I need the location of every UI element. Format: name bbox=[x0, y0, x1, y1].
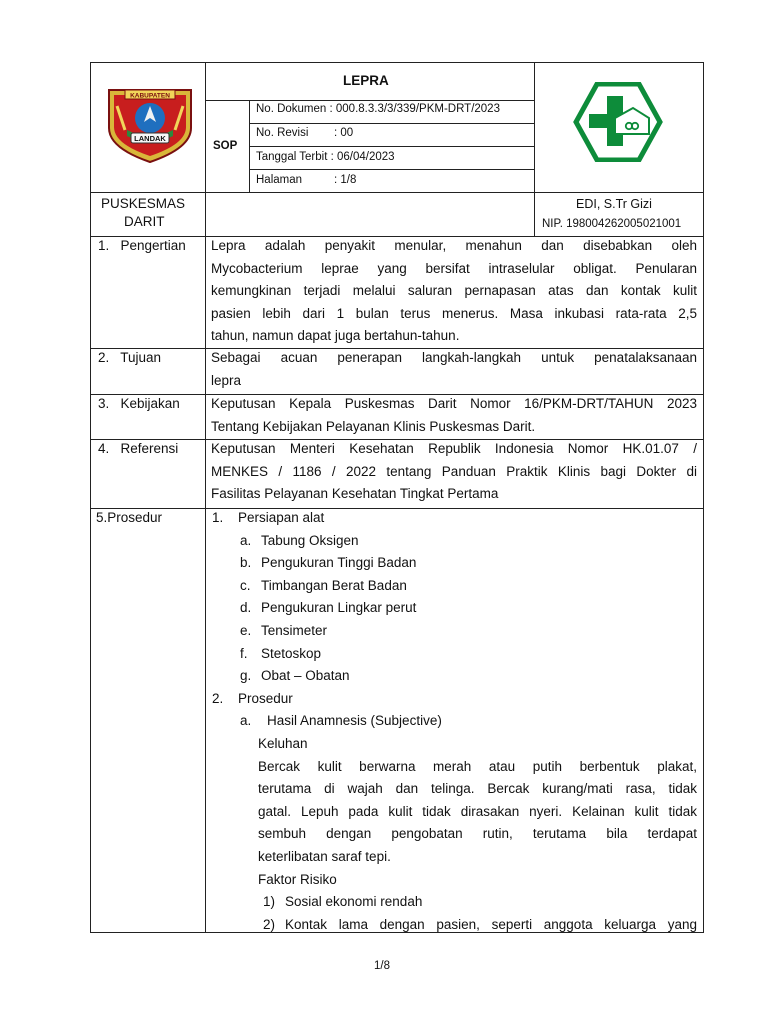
section-line-4 bbox=[90, 508, 704, 509]
step-number: 2. bbox=[212, 690, 224, 706]
tool-item: Tabung Oksigen bbox=[261, 532, 359, 548]
tujuan-line: lepra bbox=[211, 372, 242, 388]
tool-item: Stetoskop bbox=[261, 645, 322, 661]
section-label-prosedur: 5.Prosedur bbox=[96, 510, 163, 525]
faktor-number: 2) bbox=[263, 916, 276, 932]
tool-letter: f. bbox=[240, 645, 248, 661]
tool-letter: g. bbox=[240, 668, 252, 684]
org-name-line1: PUSKESMAS bbox=[101, 196, 186, 211]
sop-label: SOP bbox=[213, 140, 238, 152]
page-number: 1/8 bbox=[374, 960, 390, 972]
puskesmas-logo bbox=[573, 82, 663, 162]
document-number: No. Dokumen : 000.8.3.3/3/339/PKM-DRT/2023 bbox=[256, 103, 500, 115]
tool-letter: b. bbox=[240, 555, 252, 571]
faktor-number: 1) bbox=[263, 894, 276, 910]
regency-landak-emblem bbox=[103, 84, 197, 164]
table-border-right bbox=[703, 62, 704, 933]
tool-item: Tensimeter bbox=[261, 623, 328, 638]
keluhan-heading: Keluhan bbox=[258, 736, 308, 751]
keluhan-line: Bercak kulit berwarna merah atau putih berbentuk plakat, bbox=[258, 758, 697, 774]
keluhan-line: keterlibatan saraf tepi. bbox=[258, 849, 391, 864]
table-border-left bbox=[90, 62, 91, 933]
tujuan-line: Sebagai acuan penerapan langkah-langkah untuk penatalaksanaan bbox=[211, 350, 697, 365]
pengertian-line: Lepra adalah penyakit menular, menahun dan disebabkan oleh bbox=[211, 238, 697, 253]
tool-item: Pengukuran Tinggi Badan bbox=[261, 555, 417, 571]
header-row-line-3 bbox=[249, 146, 534, 147]
substep-letter: a. bbox=[240, 713, 252, 729]
section-label-kebijakan: 3. Kebijakan bbox=[98, 396, 180, 411]
section-label-referensi: 4. Referensi bbox=[98, 441, 179, 456]
kebijakan-line: Tentang Kebijakan Pelayanan Klinis Puskesmas Darit. bbox=[211, 418, 536, 434]
document-title: LEPRA bbox=[343, 73, 389, 88]
tool-letter: c. bbox=[240, 577, 251, 593]
issue-date: Tanggal Terbit : 06/04/2023 bbox=[256, 151, 395, 163]
pengertian-line: tahun, namun dapat juga bertahun-tahun. bbox=[211, 328, 460, 344]
signer-name: EDI, S.Tr Gizi bbox=[576, 197, 652, 211]
pengertian-line: kemungkinan terjadi melalui saluran pernapasan atas dan kontak kulit bbox=[211, 283, 697, 299]
tool-letter: a. bbox=[240, 532, 252, 548]
step-prosedur: Prosedur bbox=[238, 690, 293, 706]
keluhan-line: sembuh dengan pengobatan rutin, terutama bila terdapat bbox=[258, 826, 697, 842]
page-count: Halaman : 1/8 bbox=[256, 174, 357, 186]
section-label-pengertian: 1. Pengertian bbox=[98, 238, 186, 253]
kebijakan-line: Keputusan Kepala Puskesmas Darit Nomor 16/PKM-DRT/TAHUN 2023 bbox=[211, 396, 697, 411]
org-name-line2: DARIT bbox=[124, 214, 165, 229]
signer-nip: NIP. 198004262005021001 bbox=[542, 218, 682, 230]
faktor-risiko-heading: Faktor Risiko bbox=[258, 871, 337, 887]
faktor-item: Kontak lama dengan pasien, seperti anggota keluarga yang bbox=[285, 916, 697, 932]
tool-item: Obat – Obatan bbox=[261, 668, 350, 684]
col-divider-right bbox=[534, 62, 535, 237]
tool-item: Timbangan Berat Badan bbox=[261, 577, 407, 593]
col-divider-sop bbox=[249, 100, 250, 192]
step-number: 1. bbox=[212, 510, 224, 525]
keluhan-line: terutama di wajah dan telinga. Bercak kurang/mati rasa, tidak bbox=[258, 781, 697, 797]
section-label-tujuan: 2. Tujuan bbox=[98, 350, 162, 365]
col-divider-left bbox=[205, 62, 206, 933]
step-persiapan-alat: Persiapan alat bbox=[238, 510, 325, 525]
keluhan-line: gatal. Lepuh pada kulit tidak dirasakan nyeri. Kelainan kulit tidak bbox=[258, 803, 697, 819]
revision-number: No. Revisi : 00 bbox=[256, 127, 354, 139]
faktor-item: Sosial ekonomi rendah bbox=[285, 894, 423, 910]
referensi-line: Fasilitas Pelayanan Kesehatan Tingkat Pertama bbox=[211, 486, 499, 502]
pengertian-line: Mycobacterium leprae yang bersifat intraselular obligat. Penularan bbox=[211, 260, 697, 276]
referensi-line: MENKES / 1186 / 2022 tentang Panduan Praktik Klinis bagi Dokter di bbox=[211, 463, 697, 479]
referensi-line: Keputusan Menteri Kesehatan Republik Indonesia Nomor HK.01.07 / bbox=[211, 441, 697, 456]
table-border-top bbox=[90, 62, 704, 63]
tool-letter: d. bbox=[240, 600, 252, 616]
svg-text:LANDAK: LANDAK bbox=[134, 134, 166, 143]
svg-text:KABUPATEN: KABUPATEN bbox=[130, 92, 170, 100]
pengertian-line: pasien lebih dari 1 bulan terus menerus. Masa inkubasi rata-rata 2,5 bbox=[211, 305, 697, 321]
tool-item: Pengukuran Lingkar perut bbox=[261, 600, 417, 616]
header-row-line-4 bbox=[249, 169, 534, 170]
substep-anamnesis: Hasil Anamnesis (Subjective) bbox=[267, 713, 442, 729]
tool-letter: e. bbox=[240, 623, 252, 638]
header-row-line-2 bbox=[249, 123, 534, 124]
